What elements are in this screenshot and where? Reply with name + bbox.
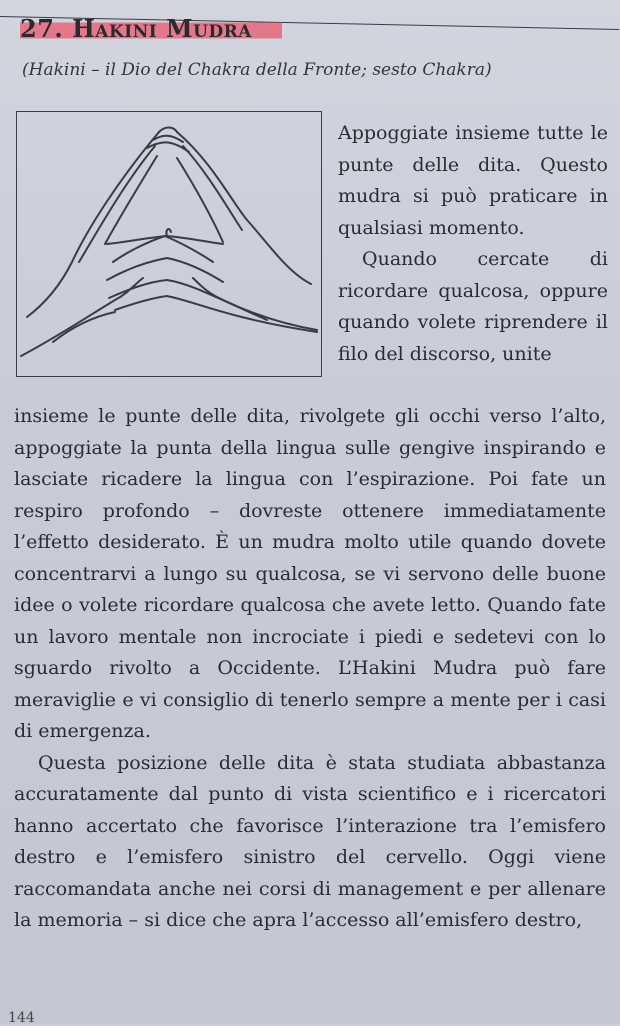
mudra-illustration	[16, 111, 322, 377]
paragraph-3: Questa posizione delle dita è stata studiata abbastanza accuratamente dal punto di vista scientifico e i ricercatori hanno accertato che favorisce l’interazione tra l’emisfero destro e l’emisfero sinistro del cervello. Oggi viene raccomandata anche nei corsi di management e per allenare la memoria – si dice che apra l’accesso all’emisfero destro,	[14, 751, 606, 931]
page-title: 27. Hakini Mudra	[20, 14, 282, 43]
paragraph-1: Appoggiate insieme tutte le punte delle dita. Questo mudra si può praticare in qualsiasi momento.	[338, 122, 608, 239]
full-width-text	[14, 401, 606, 937]
paragraph-2-start: Quando cercate di ricordare qualcosa, oppure quando volete riprendere il filo del discorso, unite	[338, 248, 608, 365]
right-column-text	[338, 118, 608, 370]
paragraph-2-rest: insieme le punte delle dita, rivolgete gli occhi verso l’alto, appoggiate la punta della lingua sulle gengive inspirando e lasciate ricadere la lingua con l’espirazione. Poi fate un respiro profondo – dovreste ottenere immediatamente l’effetto desiderato. È un mudra molto utile quando dovete concentrarvi a lungo su qualcosa, se vi servono delle buone idee o volete ricordare qualcosa che avete letto. Quando fate un lavoro mentale non incrociate i piedi e sedetevi con lo sguardo rivolto a Occidente. L’Hakini Mudra può fare meraviglie e vi consiglio di tenerlo sempre a mente per i casi di emergenza.	[14, 405, 606, 742]
hakini-mudra-hands-icon	[17, 112, 321, 376]
page-subtitle: (Hakini – il Dio del Chakra della Fronte; sesto Chakra)	[22, 60, 492, 80]
page-number: 144	[8, 1010, 35, 1026]
